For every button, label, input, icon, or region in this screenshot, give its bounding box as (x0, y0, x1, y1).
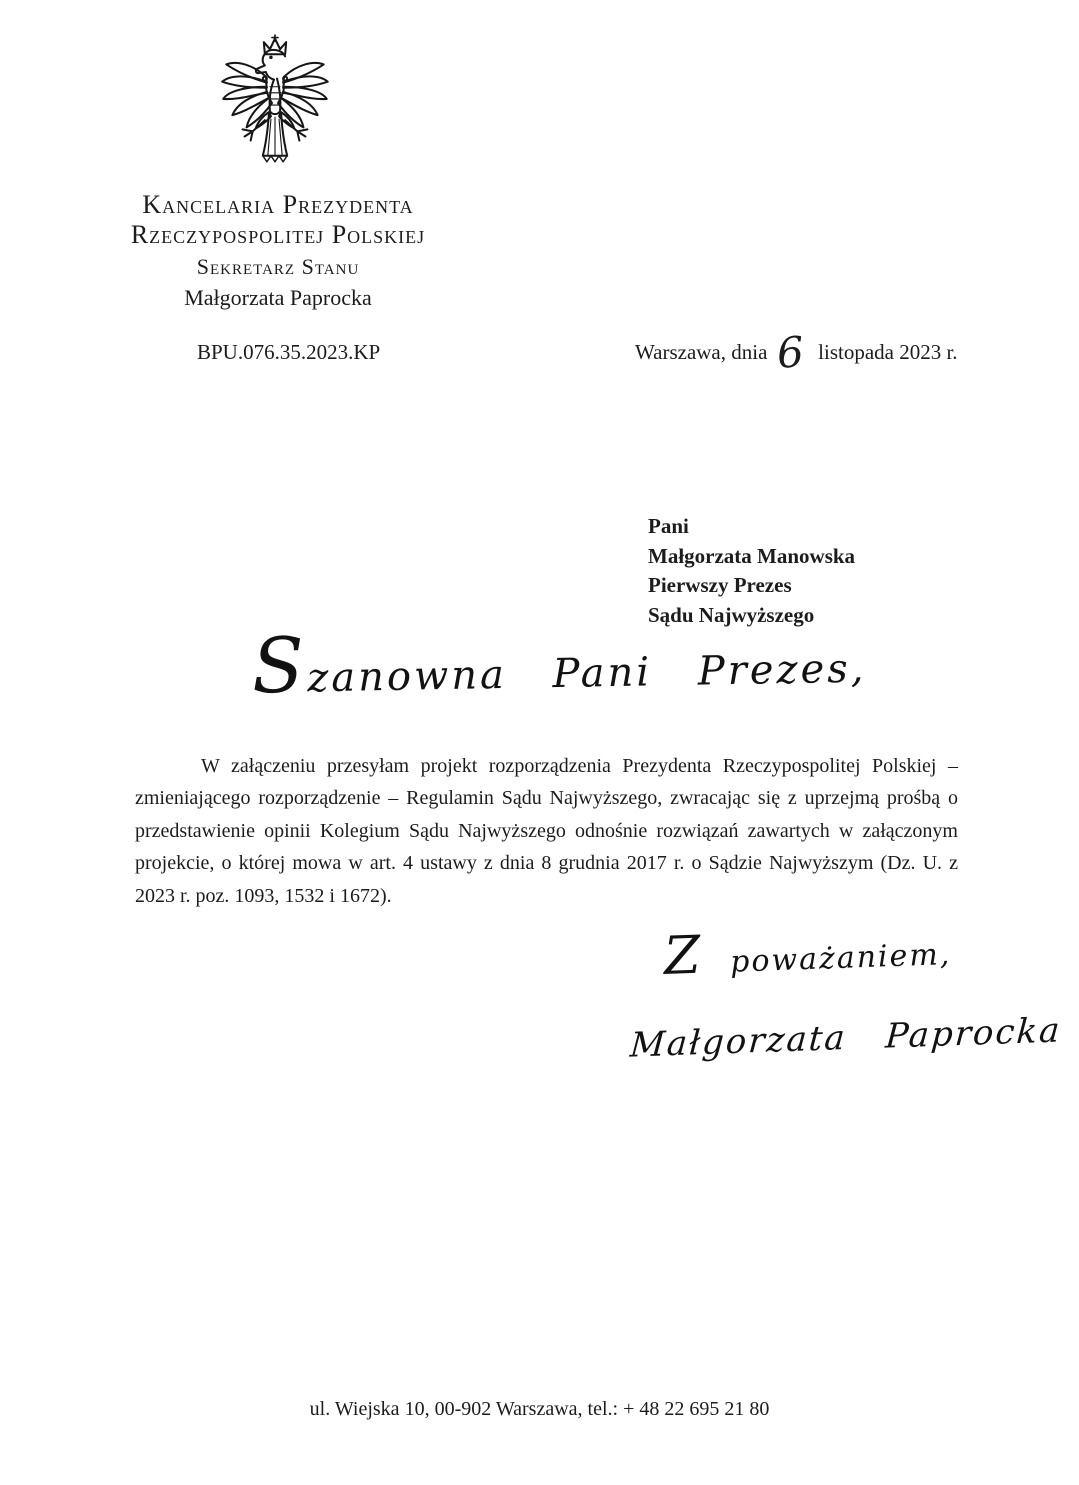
dateline-prefix: Warszawa, dnia (635, 340, 768, 364)
footer-address: ul. Wiejska 10, 00-902 Warszawa, tel.: + 48 22 695 21 80 (309, 1398, 770, 1420)
dateline-suffix: listopada 2023 r. (818, 340, 958, 364)
polish-eagle-emblem (218, 34, 332, 174)
body-paragraph: W załączeniu przesyłam projekt rozporządzenia Prezydenta Rzeczypospolitej Polskiej – zmieniającego rozporządzenie – Regulamin Sądu Najwyższego, zwracając się z uprzejmą prośbą o przedstawienie opinii Kolegium Sądu Najwyższego odnośnie rozwiązań zawartych w załączonym projekcie, o której mowa w art. 4 ustawy z dnia 8 grudnia 2017 r. o Sądzie Najwyższym (Dz. U. z 2023 r. poz. 1093, 1532 i 1672). (135, 755, 958, 907)
recipient-line: Sądu Najwyższego (648, 602, 815, 627)
institution-name-line2: Rzeczypospolitej Polskiej (130, 220, 426, 249)
dateline (635, 327, 958, 378)
recipient-line: Pani (648, 514, 689, 538)
handwritten-day: 6 (775, 327, 806, 378)
crowned-eagle-icon (218, 34, 332, 174)
handwritten-closing: Z poważaniem, (662, 924, 952, 987)
official-name: Małgorzata Paprocka (184, 285, 372, 310)
recipient-line: Pierwszy Prezes (648, 573, 792, 597)
reference-number: BPU.076.35.2023.KP (197, 340, 381, 364)
recipient-line: Małgorzata Manowska (648, 543, 856, 568)
handwritten-salutation: Szanowna Pani Prezes, (251, 620, 867, 711)
handwritten-signature: Małgorzata Paprocka (628, 1010, 1063, 1066)
institution-name-line1: Kancelaria Prezydenta (142, 190, 414, 219)
letterhead (17, 190, 539, 313)
office-title: Sekretarz Stanu (196, 254, 360, 279)
